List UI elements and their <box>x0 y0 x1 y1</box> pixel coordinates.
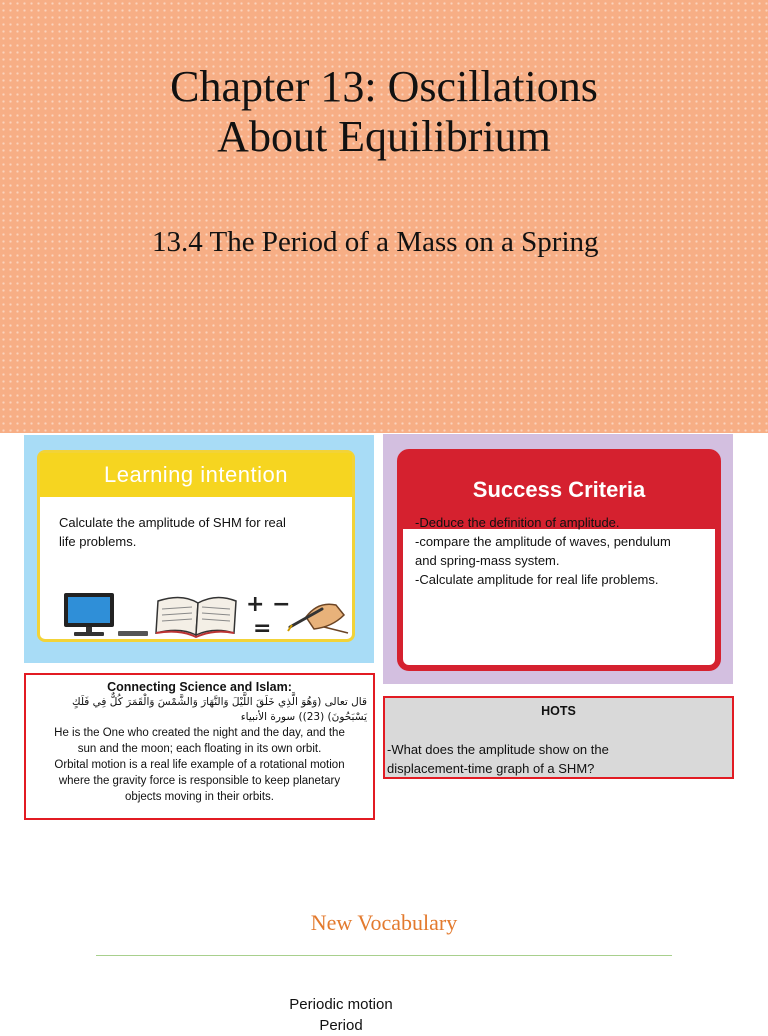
quran-verse <box>32 695 367 725</box>
chapter-title-line-2: About Equilibrium <box>217 112 551 161</box>
islam-text-line: sun and the moon; each floating in its own orbit. <box>77 743 322 755</box>
writing-hand-icon <box>288 604 348 633</box>
hots-box <box>383 696 734 779</box>
vocabulary-list <box>0 994 682 1036</box>
islam-box-title: Connecting Science and Islam: <box>107 680 292 694</box>
title-banner <box>0 0 768 433</box>
islam-text-line: Orbital motion is a real life example of a rotational motion <box>54 759 345 771</box>
learning-intention-card <box>37 450 355 642</box>
success-criteria-item: -Deduce the definition of amplitude. <box>415 515 620 530</box>
new-vocabulary-title: New Vocabulary <box>310 910 458 935</box>
clipart-svg <box>60 587 350 639</box>
hots-title: HOTS <box>541 704 576 718</box>
learning-intention-text <box>59 513 339 551</box>
learning-intention-line: Calculate the amplitude of SHM for real <box>59 515 286 530</box>
hots-question-line: -What does the amplitude show on the <box>387 742 609 757</box>
islam-text-line: objects moving in their orbits. <box>125 791 274 803</box>
success-criteria-item: -Calculate amplitude for real life problems. <box>415 572 659 587</box>
success-criteria-header: Success Criteria <box>403 455 715 529</box>
connecting-science-islam-box <box>24 673 375 820</box>
vocabulary-item: Periodic motion <box>289 996 393 1013</box>
success-criteria-card <box>397 449 721 671</box>
hots-question-line: displacement-time graph of a SHM? <box>387 761 595 776</box>
section-title: 13.4 The Period of a Mass on a Spring <box>152 226 599 258</box>
islam-text-line: where the gravity force is responsible to keep planetary <box>58 775 341 787</box>
math-symbols-icon <box>246 592 291 641</box>
plus-minus-symbols: + − <box>246 592 291 617</box>
vocabulary-item: Period <box>319 1017 363 1034</box>
learning-intention-illustration <box>60 587 350 639</box>
computer-icon <box>64 593 148 636</box>
quran-verse-line: قال تعالى (وَهُوَ الَّذِي خَلَقَ اللَّيْلَ وَالنَّهَارَ وَالشَّمْسَ وَالْقَمَرَ كُلٌّ فِي فَلَكٍ <box>71 696 367 708</box>
chapter-title <box>0 62 768 162</box>
success-criteria-item: and spring-mass system. <box>415 553 560 568</box>
learning-intention-header: Learning intention <box>40 453 352 497</box>
vocabulary-divider <box>96 955 672 956</box>
learning-intention-line: life problems. <box>59 534 137 549</box>
chapter-title-line-1: Chapter 13: Oscillations <box>170 62 598 111</box>
islam-box-text <box>32 725 367 805</box>
islam-text-line: He is the One who created the night and the day, and the <box>54 727 345 739</box>
equals-symbol: = <box>253 616 272 641</box>
success-criteria-list <box>415 513 715 589</box>
success-criteria-item: -compare the amplitude of waves, pendulum <box>415 534 671 549</box>
quran-verse-line: يَسْبَحُونَ) (23)) سورة الأنبياء <box>240 711 367 723</box>
hots-question <box>387 740 687 778</box>
open-book-icon <box>156 597 236 637</box>
